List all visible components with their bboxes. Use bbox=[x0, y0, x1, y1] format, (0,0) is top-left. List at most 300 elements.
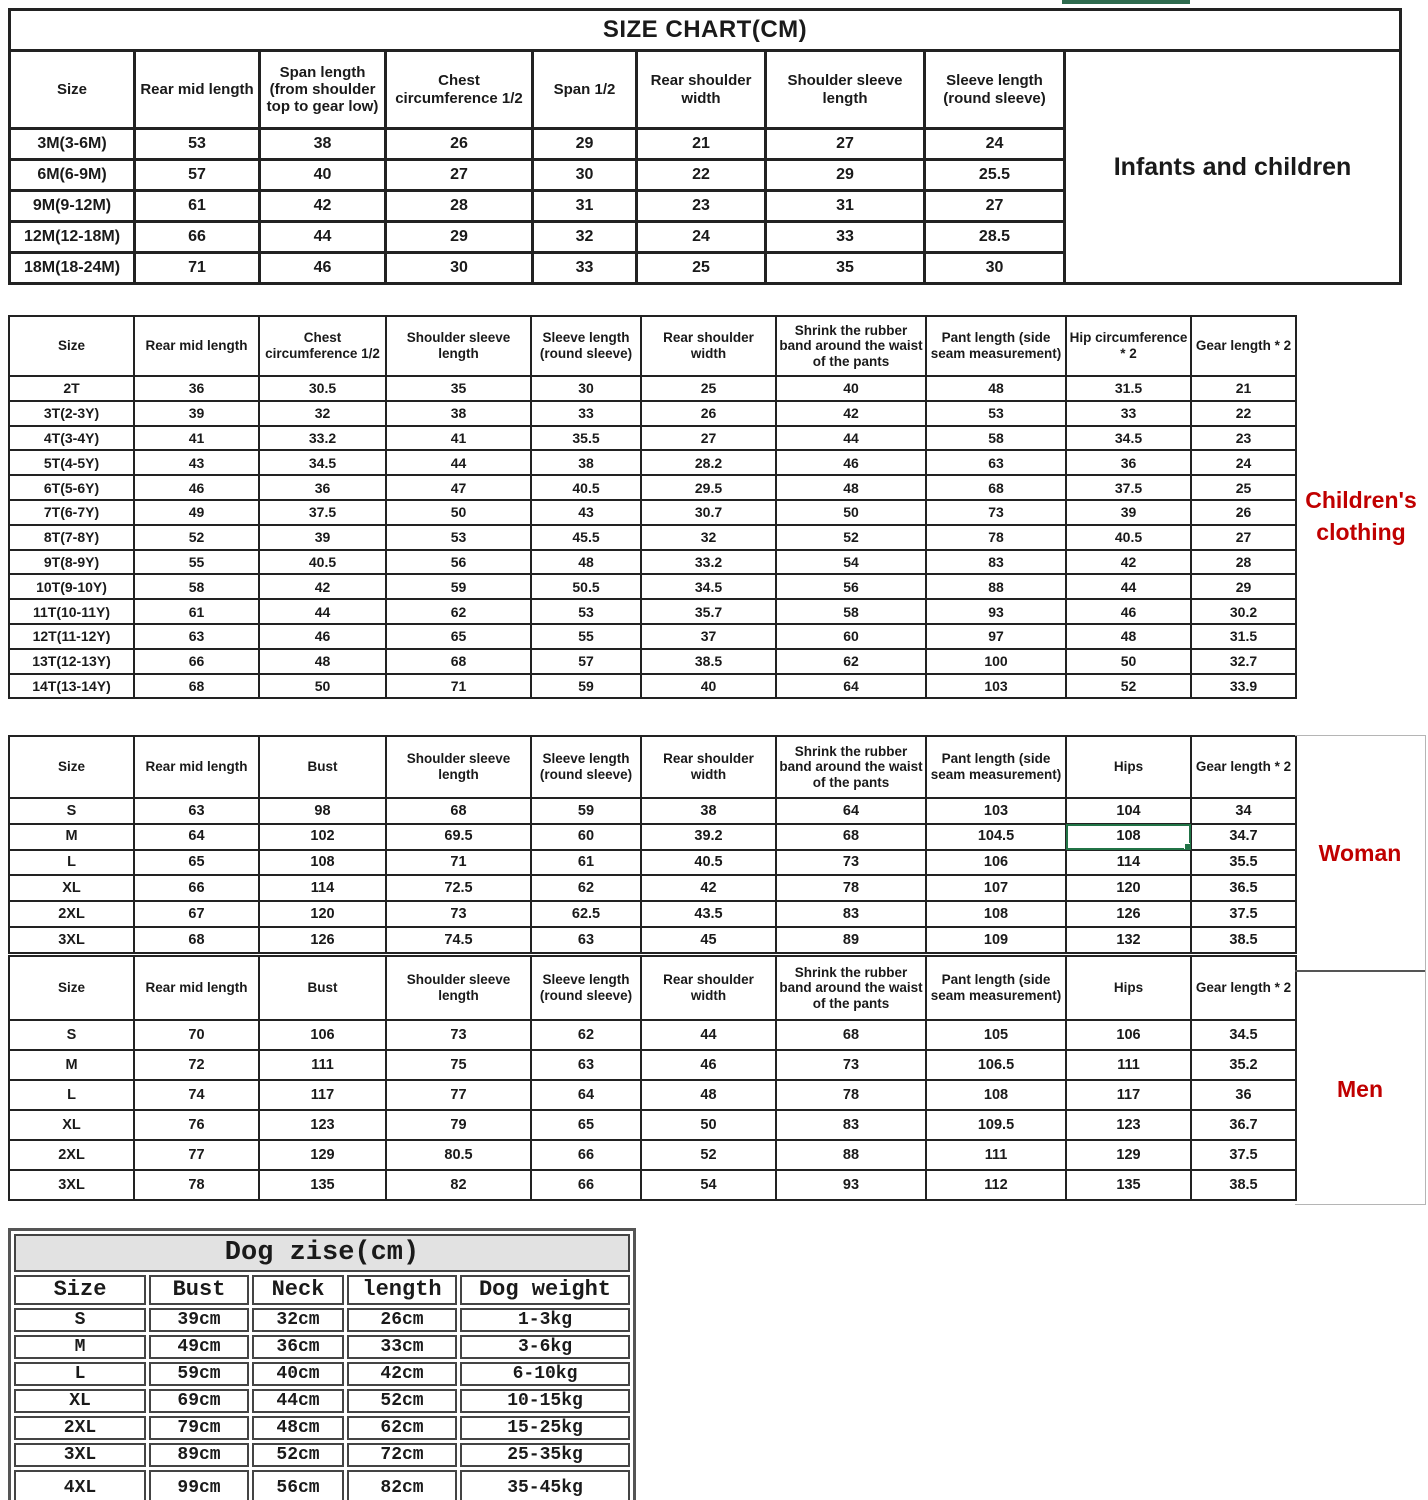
value-cell: 55 bbox=[134, 550, 259, 575]
header-cell: Size bbox=[10, 51, 135, 129]
value-cell: 53 bbox=[386, 525, 531, 550]
value-cell: 35-45kg bbox=[460, 1470, 630, 1500]
value-cell: 42 bbox=[776, 401, 926, 426]
dog-table-wrap bbox=[8, 1228, 636, 1500]
value-cell: 74 bbox=[134, 1080, 259, 1110]
value-cell: 36cm bbox=[252, 1335, 344, 1359]
value-cell: 33.2 bbox=[259, 426, 386, 451]
woman-size-table bbox=[8, 735, 1297, 954]
header-cell: Rear mid length bbox=[134, 736, 259, 798]
value-cell: 58 bbox=[926, 426, 1066, 451]
value-cell: 52 bbox=[134, 525, 259, 550]
value-cell: 68 bbox=[386, 649, 531, 674]
woman-side-label: Woman bbox=[1318, 839, 1402, 866]
value-cell: 38 bbox=[641, 798, 776, 824]
value-cell: 39.2 bbox=[641, 824, 776, 850]
header-cell: Hips bbox=[1066, 956, 1191, 1020]
value-cell: 34.5 bbox=[1066, 426, 1191, 451]
value-cell: 22 bbox=[1191, 401, 1296, 426]
value-cell: 68 bbox=[776, 1020, 926, 1050]
value-cell: 29 bbox=[1191, 574, 1296, 599]
value-cell: 52 bbox=[641, 1140, 776, 1170]
value-cell: 111 bbox=[259, 1050, 386, 1080]
value-cell: 21 bbox=[637, 129, 766, 160]
size-cell: 4T(3-4Y) bbox=[9, 426, 134, 451]
value-cell: 104.5 bbox=[926, 824, 1066, 850]
value-cell: 83 bbox=[776, 901, 926, 927]
value-cell: 33 bbox=[766, 222, 925, 253]
header-cell: Span length (from shoulder top to gear low) bbox=[260, 51, 386, 129]
value-cell: 46 bbox=[259, 624, 386, 649]
woman-men-label-column bbox=[1295, 735, 1426, 1205]
value-cell: 58 bbox=[134, 574, 259, 599]
value-cell: 88 bbox=[926, 574, 1066, 599]
value-cell: 10-15kg bbox=[460, 1389, 630, 1413]
children-side-label: Children's clothing bbox=[1305, 486, 1417, 545]
value-cell: 126 bbox=[1066, 901, 1191, 927]
value-cell: 35 bbox=[766, 253, 925, 284]
value-cell: 40.5 bbox=[259, 550, 386, 575]
size-cell: M bbox=[9, 824, 134, 850]
value-cell: 42cm bbox=[347, 1362, 457, 1386]
header-cell: Neck bbox=[252, 1275, 344, 1305]
side-label-cell: Infants and children bbox=[1065, 51, 1401, 284]
size-cell: 12T(11-12Y) bbox=[9, 624, 134, 649]
header-cell: Gear length * 2 bbox=[1191, 956, 1296, 1020]
header-cell: Shoulder sleeve length bbox=[386, 316, 531, 376]
table-row bbox=[9, 798, 1296, 824]
header-cell: Gear length * 2 bbox=[1191, 316, 1296, 376]
value-cell: 59cm bbox=[149, 1362, 249, 1386]
value-cell: 103 bbox=[926, 798, 1066, 824]
value-cell: 38.5 bbox=[641, 649, 776, 674]
value-cell: 46 bbox=[1066, 599, 1191, 624]
table-row bbox=[9, 649, 1296, 674]
value-cell: 62 bbox=[531, 1020, 641, 1050]
size-cell: 10T(9-10Y) bbox=[9, 574, 134, 599]
value-cell: 25.5 bbox=[925, 160, 1065, 191]
table-row bbox=[9, 550, 1296, 575]
children-size-table bbox=[8, 315, 1297, 699]
value-cell: 62 bbox=[386, 599, 531, 624]
value-cell: 77 bbox=[386, 1080, 531, 1110]
table-row bbox=[14, 1308, 630, 1332]
value-cell: 35 bbox=[386, 376, 531, 401]
value-cell: 78 bbox=[134, 1170, 259, 1200]
value-cell: 108 bbox=[926, 1080, 1066, 1110]
value-cell: 120 bbox=[259, 901, 386, 927]
value-cell: 32 bbox=[533, 222, 637, 253]
value-cell: 43 bbox=[134, 450, 259, 475]
table-header-row bbox=[9, 956, 1296, 1020]
value-cell: 98 bbox=[259, 798, 386, 824]
value-cell: 79 bbox=[386, 1110, 531, 1140]
header-cell: Pant length (side seam measurement) bbox=[926, 316, 1066, 376]
size-cell: 18M(18-24M) bbox=[10, 253, 135, 284]
value-cell: 106 bbox=[1066, 1020, 1191, 1050]
value-cell: 38.5 bbox=[1191, 927, 1296, 953]
value-cell: 34.5 bbox=[259, 450, 386, 475]
table-row bbox=[14, 1443, 630, 1467]
value-cell: 111 bbox=[926, 1140, 1066, 1170]
value-cell: 34.5 bbox=[1191, 1020, 1296, 1050]
value-cell: 104 bbox=[1066, 798, 1191, 824]
table-row bbox=[9, 525, 1296, 550]
size-cell: 3M(3-6M) bbox=[10, 129, 135, 160]
value-cell: 30 bbox=[386, 253, 533, 284]
size-cell: S bbox=[9, 798, 134, 824]
value-cell: 32 bbox=[259, 401, 386, 426]
header-cell: Size bbox=[9, 956, 134, 1020]
value-cell: 120 bbox=[1066, 875, 1191, 901]
table-row bbox=[9, 1140, 1296, 1170]
value-cell: 56 bbox=[776, 574, 926, 599]
table-header-row bbox=[10, 51, 1401, 129]
value-cell: 36.7 bbox=[1191, 1110, 1296, 1140]
value-cell: 55 bbox=[531, 624, 641, 649]
men-side-label: Men bbox=[1295, 970, 1425, 1206]
value-cell: 73 bbox=[776, 1050, 926, 1080]
size-cell: 6T(5-6Y) bbox=[9, 475, 134, 500]
size-cell: L bbox=[14, 1362, 146, 1386]
table-row bbox=[9, 1110, 1296, 1140]
table-row bbox=[14, 1416, 630, 1440]
value-cell: 37.5 bbox=[1191, 901, 1296, 927]
value-cell: 75 bbox=[386, 1050, 531, 1080]
value-cell: 80.5 bbox=[386, 1140, 531, 1170]
value-cell: 31 bbox=[766, 191, 925, 222]
value-cell: 72 bbox=[134, 1050, 259, 1080]
value-cell: 33.2 bbox=[641, 550, 776, 575]
value-cell: 123 bbox=[259, 1110, 386, 1140]
value-cell: 34.5 bbox=[641, 574, 776, 599]
table-title-row bbox=[10, 10, 1401, 51]
header-cell: Bust bbox=[259, 736, 386, 798]
value-cell: 57 bbox=[135, 160, 260, 191]
value-cell: 135 bbox=[1066, 1170, 1191, 1200]
value-cell: 106.5 bbox=[926, 1050, 1066, 1080]
value-cell: 24 bbox=[1191, 450, 1296, 475]
value-cell: 65 bbox=[386, 624, 531, 649]
value-cell: 40cm bbox=[252, 1362, 344, 1386]
size-cell: 3XL bbox=[9, 927, 134, 953]
value-cell: 25-35kg bbox=[460, 1443, 630, 1467]
value-cell: 59 bbox=[531, 674, 641, 699]
header-cell: Sleeve length (round sleeve) bbox=[925, 51, 1065, 129]
table-row bbox=[9, 450, 1296, 475]
value-cell: 111 bbox=[1066, 1050, 1191, 1080]
header-cell: Rear shoulder width bbox=[637, 51, 766, 129]
value-cell: 61 bbox=[134, 599, 259, 624]
value-cell: 26cm bbox=[347, 1308, 457, 1332]
value-cell: 83 bbox=[926, 550, 1066, 575]
size-cell: 13T(12-13Y) bbox=[9, 649, 134, 674]
value-cell: 48 bbox=[531, 550, 641, 575]
table-row bbox=[9, 1170, 1296, 1200]
value-cell: 93 bbox=[926, 599, 1066, 624]
value-cell: 76 bbox=[134, 1110, 259, 1140]
value-cell: 26 bbox=[386, 129, 533, 160]
men-size-table bbox=[8, 955, 1297, 1201]
value-cell: 27 bbox=[386, 160, 533, 191]
value-cell: 97 bbox=[926, 624, 1066, 649]
value-cell: 34.7 bbox=[1191, 824, 1296, 850]
header-cell: Sleeve length (round sleeve) bbox=[531, 316, 641, 376]
value-cell: 117 bbox=[259, 1080, 386, 1110]
table-row bbox=[9, 1020, 1296, 1050]
value-cell: 100 bbox=[926, 649, 1066, 674]
value-cell: 38.5 bbox=[1191, 1170, 1296, 1200]
value-cell: 27 bbox=[1191, 525, 1296, 550]
value-cell: 44 bbox=[260, 222, 386, 253]
value-cell: 43 bbox=[531, 500, 641, 525]
value-cell: 68 bbox=[926, 475, 1066, 500]
size-cell: 6M(6-9M) bbox=[10, 160, 135, 191]
table-row bbox=[9, 475, 1296, 500]
value-cell: 48 bbox=[641, 1080, 776, 1110]
value-cell: 35.7 bbox=[641, 599, 776, 624]
value-cell: 37.5 bbox=[259, 500, 386, 525]
value-cell: 58 bbox=[776, 599, 926, 624]
value-cell: 27 bbox=[641, 426, 776, 451]
value-cell: 38 bbox=[260, 129, 386, 160]
value-cell: 36.5 bbox=[1191, 875, 1296, 901]
value-cell: 37.5 bbox=[1066, 475, 1191, 500]
header-cell: Chest circumference 1/2 bbox=[386, 51, 533, 129]
value-cell: 117 bbox=[1066, 1080, 1191, 1110]
value-cell: 99cm bbox=[149, 1470, 249, 1500]
value-cell: 33cm bbox=[347, 1335, 457, 1359]
value-cell: 40 bbox=[641, 674, 776, 699]
value-cell: 82cm bbox=[347, 1470, 457, 1500]
size-cell: XL bbox=[9, 875, 134, 901]
value-cell: 30 bbox=[533, 160, 637, 191]
value-cell: 36 bbox=[1191, 1080, 1296, 1110]
infants-size-table bbox=[8, 8, 1402, 285]
value-cell: 63 bbox=[531, 927, 641, 953]
value-cell: 3-6kg bbox=[460, 1335, 630, 1359]
value-cell: 39 bbox=[134, 401, 259, 426]
value-cell: 44 bbox=[776, 426, 926, 451]
value-cell: 78 bbox=[926, 525, 1066, 550]
size-cell: XL bbox=[14, 1389, 146, 1413]
value-cell: 24 bbox=[925, 129, 1065, 160]
value-cell: 64 bbox=[531, 1080, 641, 1110]
value-cell: 47 bbox=[386, 475, 531, 500]
table-row bbox=[9, 500, 1296, 525]
value-cell: 40.5 bbox=[641, 850, 776, 876]
table-row bbox=[9, 426, 1296, 451]
value-cell: 30.5 bbox=[259, 376, 386, 401]
size-cell: 2XL bbox=[9, 1140, 134, 1170]
value-cell: 39 bbox=[1066, 500, 1191, 525]
header-cell: Size bbox=[14, 1275, 146, 1305]
table-row bbox=[9, 1050, 1296, 1080]
size-cell: XL bbox=[9, 1110, 134, 1140]
value-cell: 30.2 bbox=[1191, 599, 1296, 624]
header-cell: Shoulder sleeve length bbox=[766, 51, 925, 129]
value-cell: 62 bbox=[531, 875, 641, 901]
table-row bbox=[9, 674, 1296, 699]
value-cell: 65 bbox=[134, 850, 259, 876]
value-cell: 52 bbox=[776, 525, 926, 550]
table-header-row bbox=[9, 736, 1296, 798]
value-cell: 6-10kg bbox=[460, 1362, 630, 1386]
value-cell: 73 bbox=[926, 500, 1066, 525]
value-cell: 28.5 bbox=[925, 222, 1065, 253]
header-cell: Hips bbox=[1066, 736, 1191, 798]
value-cell: 44 bbox=[1066, 574, 1191, 599]
value-cell: 53 bbox=[135, 129, 260, 160]
value-cell: 69cm bbox=[149, 1389, 249, 1413]
value-cell: 32cm bbox=[252, 1308, 344, 1332]
value-cell: 42 bbox=[641, 875, 776, 901]
value-cell: 43.5 bbox=[641, 901, 776, 927]
size-cell: L bbox=[9, 850, 134, 876]
value-cell: 66 bbox=[135, 222, 260, 253]
value-cell: 42 bbox=[259, 574, 386, 599]
children-table-wrap bbox=[8, 315, 1297, 699]
value-cell: 57 bbox=[531, 649, 641, 674]
value-cell: 34 bbox=[1191, 798, 1296, 824]
value-cell: 52 bbox=[1066, 674, 1191, 699]
value-cell: 46 bbox=[776, 450, 926, 475]
table-row bbox=[9, 574, 1296, 599]
value-cell: 21 bbox=[1191, 376, 1296, 401]
men-table-wrap bbox=[8, 955, 1297, 1201]
value-cell: 71 bbox=[386, 850, 531, 876]
value-cell: 29 bbox=[533, 129, 637, 160]
value-cell: 107 bbox=[926, 875, 1066, 901]
value-cell: 59 bbox=[531, 798, 641, 824]
header-cell: Pant length (side seam measurement) bbox=[926, 956, 1066, 1020]
size-cell: M bbox=[14, 1335, 146, 1359]
size-cell: 2T bbox=[9, 376, 134, 401]
value-cell: 42 bbox=[1066, 550, 1191, 575]
value-cell: 52cm bbox=[347, 1389, 457, 1413]
woman-table-wrap bbox=[8, 735, 1297, 954]
value-cell: 31.5 bbox=[1191, 624, 1296, 649]
value-cell: 44 bbox=[386, 450, 531, 475]
size-cell: 9T(8-9Y) bbox=[9, 550, 134, 575]
value-cell: 44 bbox=[641, 1020, 776, 1050]
value-cell: 132 bbox=[1066, 927, 1191, 953]
table-title-row bbox=[14, 1234, 630, 1272]
value-cell: 45.5 bbox=[531, 525, 641, 550]
size-cell: 9M(9-12M) bbox=[10, 191, 135, 222]
size-cell: 3XL bbox=[9, 1170, 134, 1200]
size-cell: 8T(7-8Y) bbox=[9, 525, 134, 550]
header-cell: Hip circumference * 2 bbox=[1066, 316, 1191, 376]
value-cell: 41 bbox=[386, 426, 531, 451]
value-cell: 66 bbox=[531, 1170, 641, 1200]
value-cell: 23 bbox=[637, 191, 766, 222]
value-cell: 49 bbox=[134, 500, 259, 525]
dog-size-table bbox=[8, 1228, 636, 1500]
value-cell: 38 bbox=[386, 401, 531, 426]
table-title: Dog zise(cm) bbox=[14, 1234, 630, 1272]
value-cell: 109.5 bbox=[926, 1110, 1066, 1140]
spreadsheet-selection-tick bbox=[1062, 0, 1190, 4]
header-cell: Pant length (side seam measurement) bbox=[926, 736, 1066, 798]
header-cell: Chest circumference 1/2 bbox=[259, 316, 386, 376]
value-cell: 26 bbox=[641, 401, 776, 426]
value-cell: 114 bbox=[1066, 850, 1191, 876]
value-cell: 44 bbox=[259, 599, 386, 624]
header-cell: Rear shoulder width bbox=[641, 736, 776, 798]
value-cell: 45 bbox=[641, 927, 776, 953]
value-cell: 112 bbox=[926, 1170, 1066, 1200]
header-cell: Rear mid length bbox=[134, 316, 259, 376]
value-cell: 28 bbox=[386, 191, 533, 222]
size-cell: L bbox=[9, 1080, 134, 1110]
value-cell: 35.5 bbox=[1191, 850, 1296, 876]
size-cell: 11T(10-11Y) bbox=[9, 599, 134, 624]
value-cell: 29 bbox=[386, 222, 533, 253]
size-cell: 12M(12-18M) bbox=[10, 222, 135, 253]
value-cell: 88 bbox=[776, 1140, 926, 1170]
value-cell: 63 bbox=[134, 798, 259, 824]
value-cell: 25 bbox=[637, 253, 766, 284]
size-cell: 5T(4-5Y) bbox=[9, 450, 134, 475]
value-cell: 30 bbox=[531, 376, 641, 401]
table-row bbox=[9, 850, 1296, 876]
value-cell: 38 bbox=[531, 450, 641, 475]
value-cell: 66 bbox=[531, 1140, 641, 1170]
value-cell: 50 bbox=[776, 500, 926, 525]
header-cell: Bust bbox=[259, 956, 386, 1020]
value-cell: 73 bbox=[386, 1020, 531, 1050]
table-row bbox=[9, 875, 1296, 901]
value-cell: 28 bbox=[1191, 550, 1296, 575]
size-cell: 2XL bbox=[9, 901, 134, 927]
value-cell: 66 bbox=[134, 875, 259, 901]
table-header-row bbox=[14, 1275, 630, 1305]
value-cell: 26 bbox=[1191, 500, 1296, 525]
value-cell: 29.5 bbox=[641, 475, 776, 500]
value-cell: 25 bbox=[641, 376, 776, 401]
value-cell: 32.7 bbox=[1191, 649, 1296, 674]
value-cell: 63 bbox=[926, 450, 1066, 475]
value-cell: 64 bbox=[776, 798, 926, 824]
value-cell: 72cm bbox=[347, 1443, 457, 1467]
value-cell: 72.5 bbox=[386, 875, 531, 901]
header-cell: Rear mid length bbox=[135, 51, 260, 129]
value-cell: 114 bbox=[259, 875, 386, 901]
value-cell: 129 bbox=[1066, 1140, 1191, 1170]
size-cell: S bbox=[14, 1308, 146, 1332]
value-cell: 64 bbox=[134, 824, 259, 850]
value-cell: 79cm bbox=[149, 1416, 249, 1440]
value-cell: 28.2 bbox=[641, 450, 776, 475]
value-cell: 123 bbox=[1066, 1110, 1191, 1140]
value-cell: 89cm bbox=[149, 1443, 249, 1467]
value-cell: 62.5 bbox=[531, 901, 641, 927]
value-cell: 15-25kg bbox=[460, 1416, 630, 1440]
table-row bbox=[14, 1470, 630, 1500]
value-cell: 48cm bbox=[252, 1416, 344, 1440]
value-cell: 50 bbox=[641, 1110, 776, 1140]
header-cell: length bbox=[347, 1275, 457, 1305]
value-cell: 33 bbox=[533, 253, 637, 284]
header-cell: Shoulder sleeve length bbox=[386, 736, 531, 798]
value-cell: 68 bbox=[134, 674, 259, 699]
value-cell: 61 bbox=[135, 191, 260, 222]
header-cell: Dog weight bbox=[460, 1275, 630, 1305]
value-cell: 78 bbox=[776, 1080, 926, 1110]
value-cell: 23 bbox=[1191, 426, 1296, 451]
value-cell: 60 bbox=[776, 624, 926, 649]
